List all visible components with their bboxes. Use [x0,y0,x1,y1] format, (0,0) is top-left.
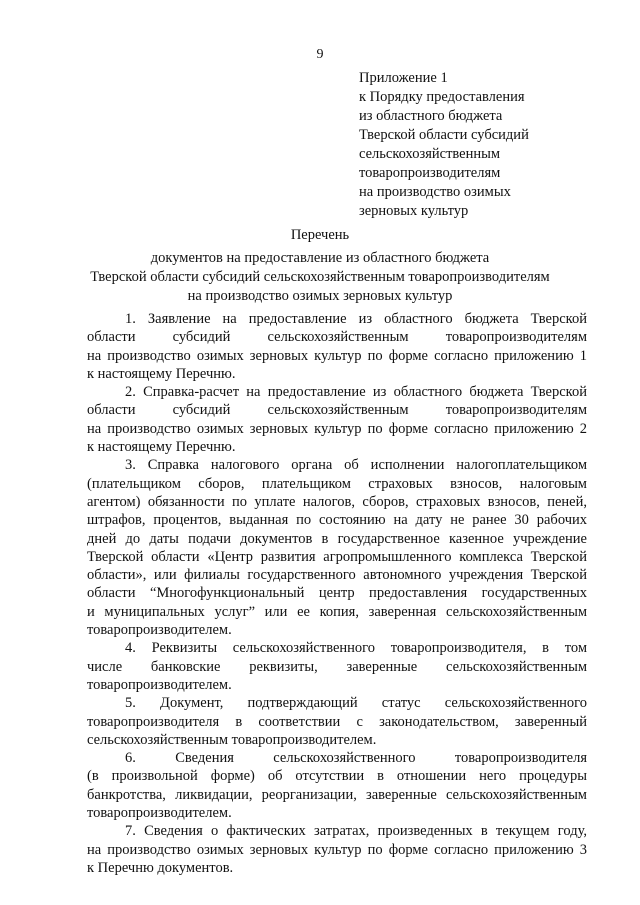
text-line: на производство озимых зерновых культур по форме согласно приложению 1 [87,347,587,364]
list-item [87,383,587,456]
appendix-line: сельскохозяйственным [359,146,501,162]
text-line: Тверской области «Центр развития агропромышленного комплекса Тверской [87,548,587,565]
appendix-line: Приложение 1 [359,70,448,86]
text-line: 3. Справка налогового органа об исполнении налогоплательщиком [125,457,587,474]
text-line: области “Многофункциональный центр предоставления государственных [87,585,587,602]
title-line: Перечень [290,227,350,243]
list-item [87,639,587,694]
text-line: области», или филиалы государственного автономного учреждения Тверской [87,567,587,584]
text-line: 5. Документ, подтверждающий статус сельскохозяйственного [125,695,587,712]
text-line: сельскохозяйственным товаропроизводителем. [87,731,377,748]
document-title [40,226,600,306]
list-item [87,310,587,383]
title-line: документов на предоставление из областного бюджета [150,250,490,266]
text-line: 4. Реквизиты сельскохозяйственного товаропроизводителя, в том [125,640,587,657]
text-line: дней до даты подачи документов в государственное казенное учреждение [87,530,587,547]
title-line: Тверской области субсидий сельскохозяйственным товаропроизводителям [90,269,550,285]
text-line: 7. Сведения о фактических затратах, произведенных в текущем году, [125,823,587,840]
text-line: товаропроизводителем. [87,622,232,639]
appendix-line: из областного бюджета [359,108,503,124]
title-line: на производство озимых зерновых культур [187,288,453,304]
list-item [87,749,587,822]
text-line: (в произвольной форме) об отсутствии в отношении него процедуры [87,768,587,785]
text-line: к настоящему Перечню. [87,439,236,456]
text-line: числе банковские реквизиты, заверенные сельскохозяйственным [87,658,587,675]
text-line: банкротства, ликвидации, реорганизации, заверенные сельскохозяйственным [87,786,587,803]
list-item [87,822,587,877]
text-line: к настоящему Перечню. [87,365,236,382]
text-line: товаропроизводителем. [87,805,232,822]
appendix-line: зерновых культур [359,203,469,219]
text-line: и муниципальных услуг” или ее копия, заверенная сельскохозяйственным [87,603,587,620]
text-line: к Перечню документов. [87,859,234,876]
text-line: (плательщиком сборов, плательщиком страховых взносов, налоговым [87,475,587,492]
appendix-line: на производство озимых [359,184,511,200]
text-line: на производство озимых зерновых культур по форме согласно приложению 2 [87,420,587,437]
appendix-block [359,69,629,221]
page-number: 9 [316,47,324,62]
appendix-line: товаропроизводителям [359,165,501,181]
list-item [87,456,587,639]
text-line: агентом) обязанности по уплате налогов, сборов, страховых взносов, пеней, [87,493,587,510]
text-line: штрафов, процентов, выданная по состоянию на дату не ранее 30 рабочих [87,512,587,529]
text-line: на производство озимых зерновых культур по форме согласно приложению 3 [87,841,587,858]
text-line: 2. Справка-расчет на предоставление из областного бюджета Тверской [125,384,587,401]
text-line: 6. Сведения сельскохозяйственного товаропроизводителя [125,750,587,767]
list-item [87,694,587,749]
text-line: области субсидий сельскохозяйственным товаропроизводителям [87,402,587,419]
text-line: области субсидий сельскохозяйственным товаропроизводителям [87,329,587,346]
text-line: 1. Заявление на предоставление из областного бюджета Тверской [125,311,587,327]
appendix-line: к Порядку предоставления [359,89,525,105]
document-body [87,310,587,877]
text-line: товаропроизводителя в соответствии с законодательством, заверенный [87,713,587,730]
text-line: товаропроизводителем. [87,676,232,693]
appendix-line: Тверской области субсидий [359,127,529,143]
